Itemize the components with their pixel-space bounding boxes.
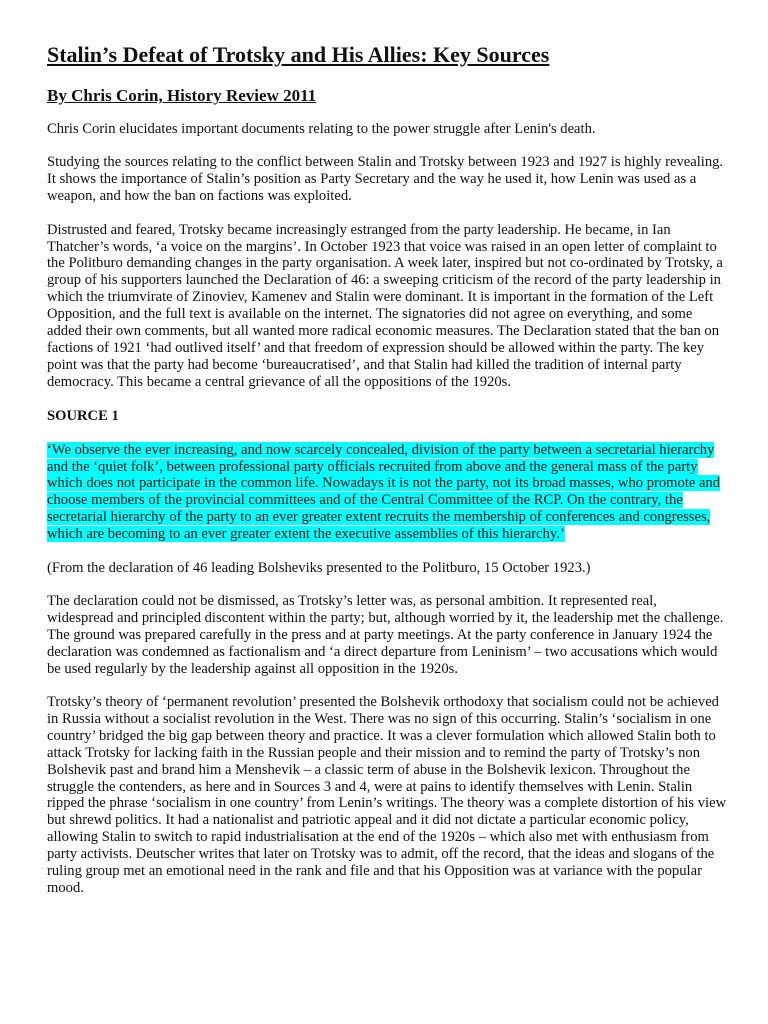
document-page [47,40,727,897]
body-paragraph-3: The declaration could not be dismissed, as Trotsky’s letter was, as personal ambition. It represented real, widespread and principled discontent within the party; but, although worried by it, the leadership met the challenge. The ground was prepared carefully in the press and at party meetings. At the party conference in January 1924 the declaration was condemned as factionalism and ‘a direct departure from Leninism’ – two accusations which would be used regularly by the leadership against all opposition in the 1920s. [47,592,724,677]
intro-paragraph: Chris Corin elucidates important documents relating to the power struggle after Lenin's death. [47,121,596,137]
document-title: Stalin’s Defeat of Trotsky and His Allies: Key Sources [47,42,550,67]
body-paragraph-4: Trotsky’s theory of ‘permanent revolution’ presented the Bolshevik orthodoxy that socialism could not be achieved in Russia without a socialist revolution in the West. There was no sign of this occurring. Stalin’s ‘socialism in one country’ bridged the big gap between theory and practice. It was a clever formulation which allowed Stalin both to attack Trotsky for lacking faith in the Russian people and their mission and to remind the party of Trotsky’s non Bolshevik past and brand him a Menshevik – a classic term of abuse in the Bolshevik lexicon. Throughout the struggle the contenders, as here and in Sources 3 and 4, were at pains to identify themselves with Lenin. Stalin ripped the phrase ‘socialism in one country’ from Lenin’s writings. The theory was a complete distortion of his view but shrewd politics. It had a nationalist and patriotic appeal and it did not dictate a particular economic policy, allowing Stalin to switch to rapid industrialisation at the end of the 1920s – which also met with enthusiasm from party activists. Deutscher writes that later on Trotsky was to admit, off the record, that the ideas and slogans of the ruling group met an emotional need in the rank and file and that his Opposition was at variance with the popular mood. [47,693,727,896]
document-byline: By Chris Corin, History Review 2011 [47,86,317,105]
body-paragraph-2: Distrusted and feared, Trotsky became increasingly estranged from the party leadership. He became, in Ian Thatcher’s words, ‘a voice on the margins’. In October 1923 that voice was raised in an open letter of complaint to the Politburo demanding changes in the party organisation. A week later, inspired but not co-ordinated by Trotsky, a group of his supporters launched the Declaration of 46: a sweeping criticism of the record of the party leadership in which the triumvirate of Zinoviev, Kamenev and Stalin were dominant. It is important in the formation of the Left Opposition, and the full text is available on the internet. The signatories did not agree on everything, and some added their own comments, but all wanted more radical economic measures. The Declaration stated that the ban on factions of 1921 ‘had outlived itself’ and that freedom of expression should be allowed within the party. The key point was that the party had become ‘bureaucratised’, and that Stalin had killed the tradition of internal party democracy. This became a central grievance of all the oppositions of the 1920s. [47,221,723,390]
body-paragraph-1: Studying the sources relating to the conflict between Stalin and Trotsky between 1923 and 1927 is highly revealing. It shows the importance of Stalin’s position as Party Secretary and the way he used it, how Lenin was used as a weapon, and how the ban on factions was exploited. [47,154,724,205]
source-heading: SOURCE 1 [47,407,119,424]
source-citation: (From the declaration of 46 leading Bolsheviks presented to the Politburo, 15 October 1923.) [47,559,591,576]
source-quote-block [47,442,727,543]
highlighted-source-quote: ‘We observe the ever increasing, and now scarcely concealed, division of the party between a secretarial hierarchy and the ‘quiet folk’, between professional party officials recruited from above and the general mass of the party which does not participate in the common life. Nowadays it is not the party, not its broad masses, who promote and choose members of the provincial committees and of the Central Committee of the RCP. On the contrary, the secretarial hierarchy of the party to an ever greater extent recruits the membership of conferences and congresses, which are becoming to an ever greater extent the executive assemblies of this hierarchy.’ [47,441,721,543]
